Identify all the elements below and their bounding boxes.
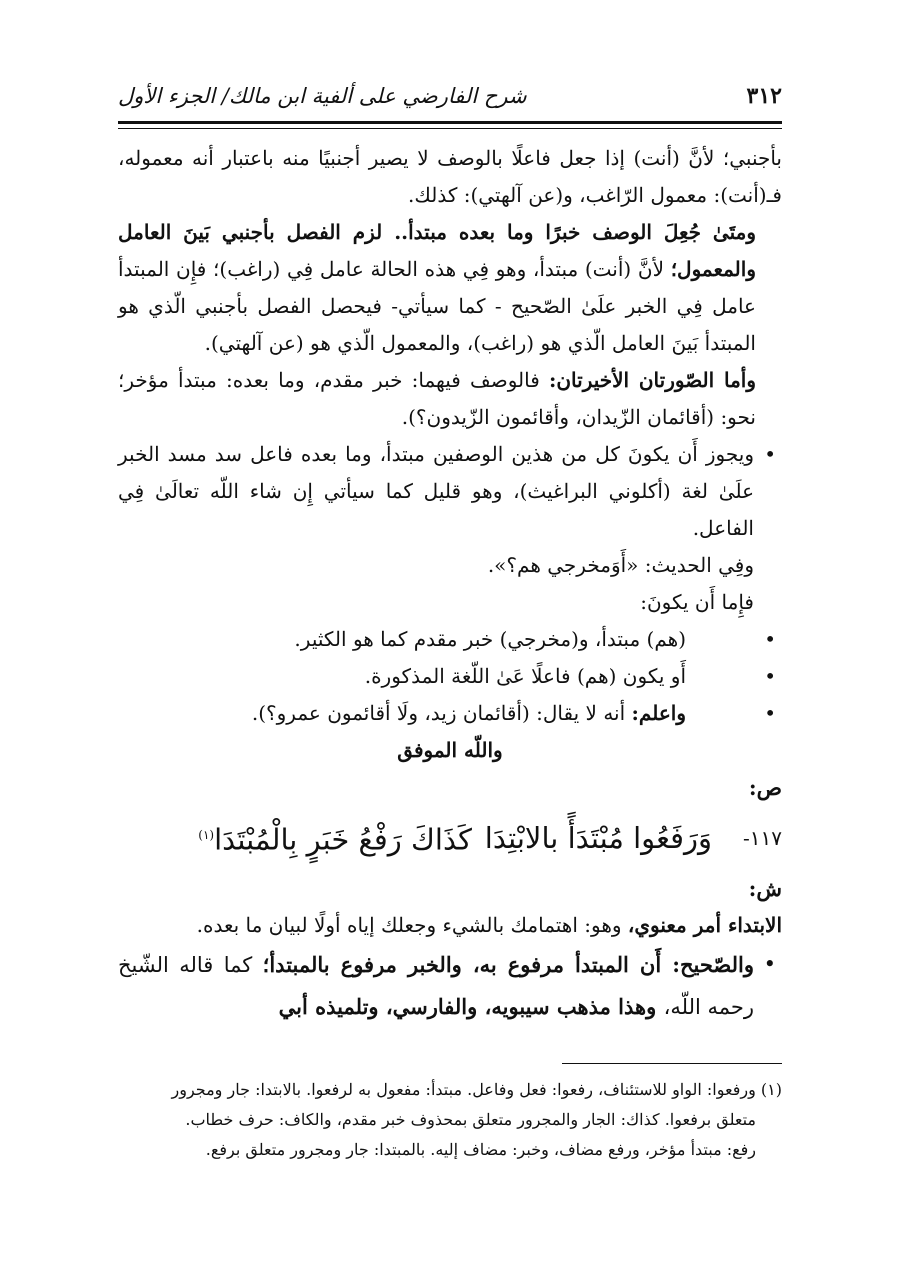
either-line: فإِما أَن يكونَ: xyxy=(640,590,754,614)
sub-bullet-item: • (هم) مبتدأ، و(مخرجي) خبر مقدم كما هو الكثير. xyxy=(118,621,782,658)
bold-phrase: وأما الصّورتان الأخيرتان: xyxy=(548,368,756,392)
footnote-line: (١) ورفعوا: الواو للاستئناف، رفعوا: فعل وفاعل. مبتدأ: مفعول به لرفعوا. بالابتدا: جار ومجرور xyxy=(171,1080,782,1099)
footnote-line: رفع: مبتدأ مؤخر، ورفع مضاف، وخبر: مضاف إليه. بالمبتدا: جار ومجرور متعلق برفع. xyxy=(205,1140,756,1159)
verse-second-hemistich xyxy=(118,817,472,859)
closing-phrase: واللّه الموفق xyxy=(397,738,503,762)
paragraph xyxy=(118,907,782,944)
paragraph xyxy=(118,362,782,436)
footnote-separator xyxy=(562,1063,782,1064)
verse-second-hemistich-text: كَذَاكَ رَفْعُ خَبَرٍ بِالْمُبْتَدَا xyxy=(214,822,472,857)
bullet-text: أنه لا يقال: (أقائمان زيد، ولَا أقائمون عمرو؟). xyxy=(251,701,632,725)
hadith-line: وفِي الحديث: «أَوَمخرجي هم؟». xyxy=(487,553,754,577)
running-title: شرح الفارضي على ألفية ابن مالك/ الجزء الأول xyxy=(118,84,527,108)
bullet-item: • ويجوز أَن يكونَ كل من هذين الوصفين مبتدأ، وما بعده فاعل سد مسد الخبر علَىٰ لغة (أكلوني البراغيث)، وهو قليل كما سيأتي إِن شاء اللّه تعالَىٰ فِي الفاعل. xyxy=(118,436,782,547)
verse-first-hemistich: وَرَفَعُوا مُبْتَدَأً بالابْتِدَا xyxy=(484,820,712,855)
footnote-line: متعلق برفعوا. كذاك: الجار والمجرور متعلق بمحذوف خبر مقدم، والكاف: حرف خطاب. xyxy=(185,1110,756,1129)
footnotes xyxy=(118,1075,782,1165)
main-text xyxy=(118,140,782,1028)
bullet-item xyxy=(118,944,782,1028)
sub-bullet-item: • أَو يكون (هم) فاعلًا عَىٰ اللّغة المذكورة. xyxy=(118,658,782,695)
header-rule-thick xyxy=(118,121,782,124)
verse-number: ١١٧- xyxy=(743,825,782,850)
paragraph-text: فالوصف فيهما: خبر مقدم، وما بعده: مبتدأ مؤخر؛ نحو: (أقائمان الزّيدان، وأقائمون الزّيدون؟). xyxy=(118,368,756,429)
bold-phrase: وهذا مذهب سيبويه، والفارسي، وتلميذه أبي xyxy=(278,994,664,1019)
bold-phrase: الابتداء أمر معنوي، xyxy=(627,913,782,937)
page-header xyxy=(118,76,782,116)
header-rule-thin xyxy=(118,128,782,129)
footnote-reference: (١) xyxy=(198,828,215,843)
paragraph-text: وهو: اهتمامك بالشيء وجعلك إياه أولًا لبيان ما بعده. xyxy=(196,913,628,937)
bold-phrase: ومتَىٰ جُعِلَ الوصف خبرًا وما بعده مبتدأ.. لزم الفصل بأجنبي بَينَ العامل والمعمول؛ xyxy=(118,220,756,281)
verse-line xyxy=(118,806,782,870)
page-number: ٣١٢ xyxy=(746,83,782,109)
bold-phrase: أَن المبتدأ مرفوع به، والخبر مرفوع بالمبتدأ؛ xyxy=(262,952,673,977)
paragraph: بأجنبي؛ لأنَّ (أنت) إذا جعل فاعلًا بالوصف لا يصير أجنبيًا منه باعتبار أنه معموله، فـ(أنت): معمول الرّاغب، و(عن آلهتي): كذلك. xyxy=(118,146,782,207)
paragraph xyxy=(118,214,782,362)
commentary-label: ش: xyxy=(748,876,782,901)
verse-label: ص: xyxy=(748,775,782,800)
bold-phrase: واعلم: xyxy=(631,701,686,725)
sub-bullet-item xyxy=(118,695,782,732)
bullet-text: كما قاله الشّيخ رحمه اللّه، xyxy=(118,953,754,1019)
bold-phrase: والصّحيح: xyxy=(672,952,754,977)
paragraph-text: لأنَّ (أنت) مبتدأ، وهو فِي هذه الحالة عامل فِي (راغب)؛ فإِن المبتدأ عامل فِي الخبر علَىٰ الصّحيح - كما سيأتي- فيحصل الفصل بأجنبي الّذي هو المبتدأ بَينَ العامل الّذي هو (راغب)، والمعمول الّذي هو (عن آلهتي). xyxy=(118,257,756,355)
